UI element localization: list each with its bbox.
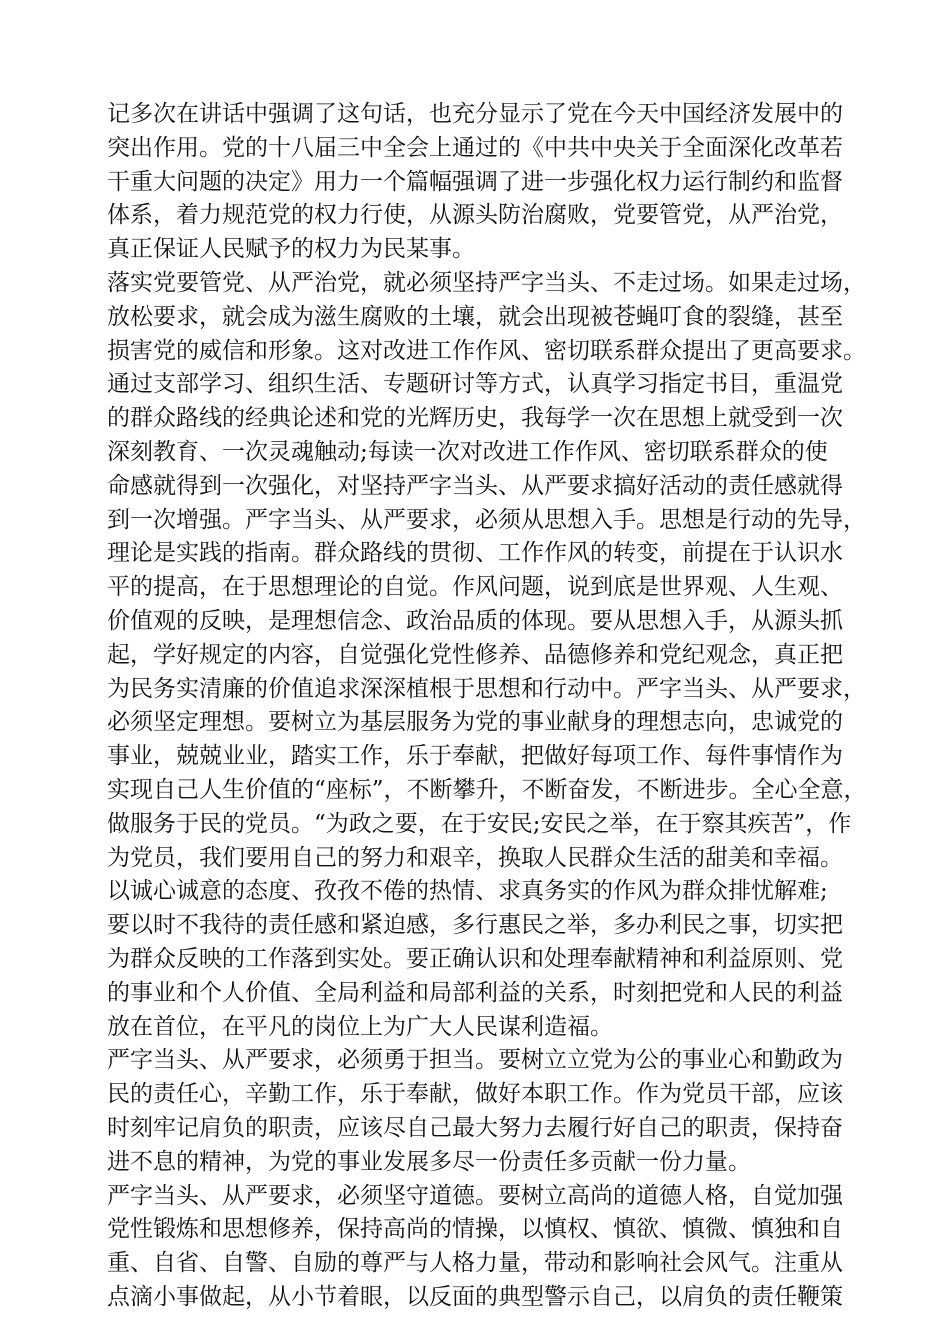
- text-line: 放在首位，在平凡的岗位上为广大人民谋利造福。: [107, 1013, 613, 1040]
- text-line: 真正保证人民赋予的权力为民某事。: [107, 236, 475, 263]
- text-line: 起，学好规定的内容，自觉强化党性修养、品德修养和党纪观念，真正把: [107, 641, 843, 668]
- text-line: 命感就得到一次强化，对坚持严字当头、从严要求搞好活动的责任感就得: [107, 472, 843, 499]
- text-line: 党性锻炼和思想修养，保持高尚的情操，以慎权、慎欲、慎微、慎独和自: [107, 1216, 843, 1243]
- text-line: 到一次增强。严字当头、从严要求，必须从思想入手。思想是行动的先导，: [107, 506, 866, 533]
- text-line: 损害党的威信和形象。这对改进工作作风、密切联系群众提出了更高要求。: [107, 337, 866, 364]
- text-line: 干重大问题的决定》用力一个篇幅强调了进一步强化权力运行制约和监督: [107, 168, 843, 195]
- text-line: 民的责任心，辛勤工作，乐于奉献，做好本职工作。作为党员干部，应该: [107, 1081, 843, 1108]
- text-line: 的群众路线的经典论述和党的光辉历史，我每学一次在思想上就受到一次: [107, 405, 843, 432]
- text-line: 的事业和个人价值、全局利益和局部利益的关系，时刻把党和人民的利益: [107, 979, 843, 1006]
- text-line: 为民务实清廉的价值追求深深植根于思想和行动中。严字当头、从严要求，: [107, 675, 866, 702]
- text-line: 理论是实践的指南。群众路线的贯彻、工作作风的转变，前提在于认识水: [107, 540, 843, 567]
- text-line: 以诚心诚意的态度、孜孜不倦的热情、求真务实的作风为群众排忧解难;: [107, 878, 828, 905]
- text-line: 通过支部学习、组织生活、专题研讨等方式，认真学习指定书目，重温党: [107, 371, 843, 398]
- text-line: 严字当头、从严要求，必须坚守道德。要树立高尚的道德人格，自觉加强: [107, 1182, 843, 1209]
- text-line: 为群众反映的工作落到实处。要正确认识和处理奉献精神和利益原则、党: [107, 945, 843, 972]
- text-line: 要以时不我待的责任感和紧迫感，多行惠民之举，多办利民之事，切实把: [107, 912, 843, 939]
- text-line: 事业，兢兢业业，踏实工作，乐于奉献，把做好每项工作、每件事情作为: [107, 743, 843, 770]
- text-line: 进不息的精神，为党的事业发展多尽一份责任多贡献一份力量。: [107, 1148, 751, 1175]
- text-line: 严字当头、从严要求，必须勇于担当。要树立立党为公的事业心和勤政为: [107, 1047, 843, 1074]
- text-line: 记多次在讲话中强调了这句话，也充分显示了党在今天中国经济发展中的: [107, 101, 843, 127]
- text-line: 平的提高，在于思想理论的自觉。作风问题，说到底是世界观、人生观、: [107, 574, 843, 601]
- text-line: 实现自己人生价值的“座标”，不断攀升，不断奋发，不断进步。全心全意，: [107, 776, 867, 803]
- text-line: 时刻牢记肩负的职责，应该尽自己最大努力去履行好自己的职责，保持奋: [107, 1114, 843, 1141]
- text-line: 做服务于民的党员。“为政之要，在于安民;安民之举，在于察其疾苦”，作: [107, 810, 852, 837]
- body-text: [107, 98, 867, 1315]
- text-line: 落实党要管党、从严治党，就必须坚持严字当头、不走过场。如果走过场，: [107, 269, 866, 296]
- text-line: 突出作用。党的十八届三中全会上通过的《中共中央关于全面深化改革若: [107, 134, 843, 161]
- text-line: 为党员，我们要用自己的努力和艰辛，换取人民群众生活的甜美和幸福。: [107, 844, 843, 871]
- text-line: 放松要求，就会成为滋生腐败的土壤，就会出现被苍蝇叮食的裂缝，甚至: [107, 303, 843, 330]
- text-line: 点滴小事做起，从小节着眼，以反面的典型警示自己，以肩负的责任鞭策: [107, 1283, 843, 1310]
- text-line: 深刻教育、一次灵魂触动;每读一次对改进工作作风、密切联系群众的使: [107, 438, 828, 465]
- text-line: 价值观的反映，是理想信念、政治品质的体现。要从思想入手，从源头抓: [107, 607, 843, 634]
- text-line: 必须坚定理想。要树立为基层服务为党的事业献身的理想志向，忠诚党的: [107, 709, 843, 736]
- text-line: 体系，着力规范党的权力行使，从源头防治腐败，党要管党，从严治党，: [107, 202, 843, 229]
- text-line: 重、自省、自警、自励的尊严与人格力量，带动和影响社会风气。注重从: [107, 1250, 843, 1277]
